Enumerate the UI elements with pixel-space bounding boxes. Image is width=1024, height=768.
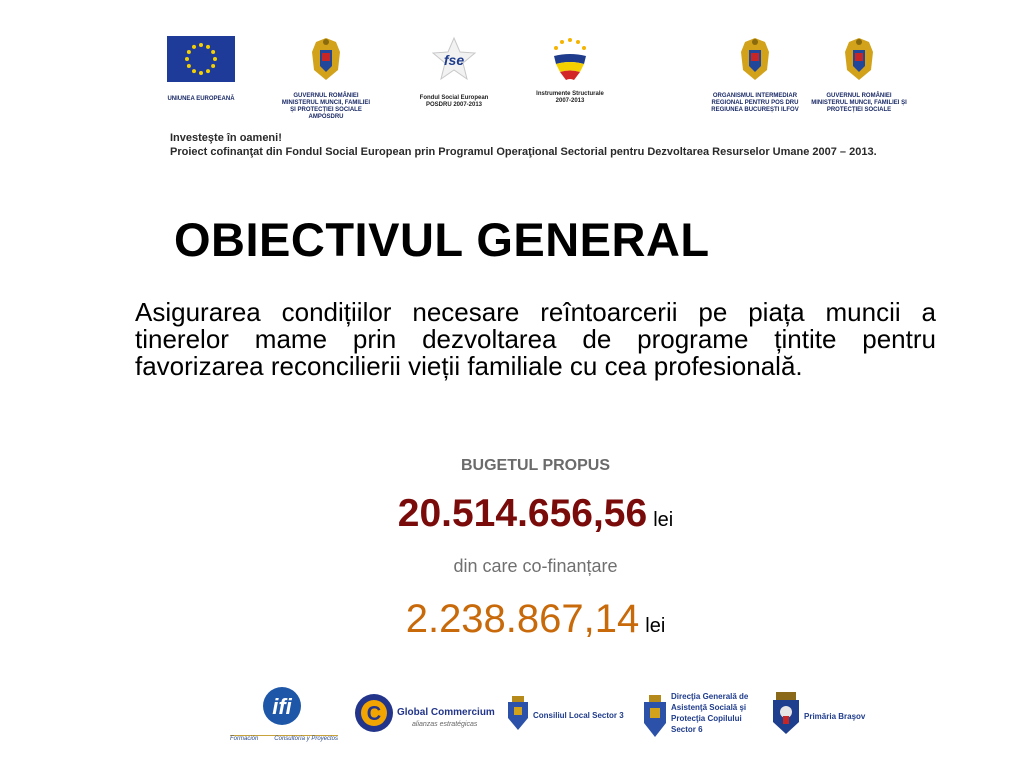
ifi-tagline-2: Consultoría y Proyectos <box>274 736 338 742</box>
logo-caption: UNIUNEA EUROPEANĂ <box>167 96 235 102</box>
eu-star <box>213 57 217 61</box>
budget-row <box>0 492 1024 536</box>
romania-coat-of-arms-icon <box>738 36 772 82</box>
logo-caption: ORGANISMUL INTERMEDIAR REGIONAL PENTRU POS DRU REGIUNEA BUCUREȘTI ILFOV <box>711 93 799 113</box>
logo-caption: Instrumente Structurale 2007-2013 <box>536 91 604 104</box>
partner-global-commercium <box>354 693 495 735</box>
fse-logo-icon <box>431 36 477 82</box>
sector6-coat-of-arms-icon <box>642 695 668 739</box>
objective-text: Asigurarea condițiilor necesare reîntoarcerii pe piața muncii a tinerelor mame prin dezvoltarea de programe țintite pentru favorizarea reconcilierii vieții familiale cu cea profesională. <box>135 297 936 381</box>
partner-sector3 <box>506 696 632 736</box>
eu-star <box>206 69 210 73</box>
partner-sector6 <box>642 691 766 745</box>
budget-label: BUGETUL PROPUS <box>460 457 611 474</box>
ifi-mark: ifi <box>272 694 292 719</box>
eu-star <box>199 71 203 75</box>
structural-instruments-icon <box>544 36 596 82</box>
page-title: OBIECTIVUL GENERAL <box>174 213 710 266</box>
budget-unit: lei <box>653 509 674 531</box>
eu-star <box>192 45 196 49</box>
partner-brasov <box>770 692 880 740</box>
sector3-name: Consiliul Local Sector 3 <box>533 711 624 720</box>
cofinancing-unit: lei <box>645 615 666 637</box>
eu-star <box>206 45 210 49</box>
logo-intermediary-body <box>703 36 807 114</box>
logo-ministry <box>279 36 373 121</box>
slogan: Investeşte în oameni! <box>170 132 282 144</box>
logo-ministry-2 <box>810 36 908 114</box>
ifi-tagline <box>230 735 338 742</box>
logo-caption: Fondul Social European POSDRU 2007-2013 <box>419 95 489 108</box>
eu-star <box>211 50 215 54</box>
logo-caption: GUVERNUL ROMÂNIEI MINISTERUL MUNCII, FAMILIEI ȘI PROTECȚIEI SOCIALE AMPOSDRU <box>281 93 371 120</box>
logo-fse <box>412 36 496 109</box>
ifi-logo-icon <box>230 686 338 726</box>
budget-amount: 20.514.656,56 <box>397 492 648 535</box>
project-note: Proiect cofinanţat din Fondul Social European prin Programul Operaţional Sectorial pentru Dezvoltarea Resurselor Umane 2007 – 2013. <box>170 146 877 158</box>
romania-coat-of-arms-icon <box>309 36 343 82</box>
sector3-coat-of-arms-icon <box>506 696 530 732</box>
romania-coat-of-arms-icon <box>842 36 876 82</box>
brasov-coat-of-arms-icon <box>770 692 802 736</box>
eu-star <box>192 69 196 73</box>
cofinancing-row <box>0 597 1024 642</box>
global-commercium-logo-icon <box>354 693 394 733</box>
ifi-tagline-1: Formación <box>230 736 259 742</box>
cofinancing-label: din care co-finanțare <box>453 556 618 576</box>
eu-star <box>187 64 191 68</box>
eu-star <box>211 64 215 68</box>
fse-mark: fse <box>443 52 465 68</box>
global-commercium-name-a: Global <box>397 707 431 718</box>
global-commercium-tagline: alianzas estratégicas <box>412 721 478 728</box>
global-commercium-name <box>397 707 495 718</box>
eu-star <box>187 50 191 54</box>
logo-caption: GUVERNUL ROMÂNIEI MINISTERUL MUNCII, FAMILIEI ȘI PROTECȚIEI SOCIALE <box>811 93 907 113</box>
partner-ifi <box>230 686 338 744</box>
project-banner <box>170 131 877 159</box>
eu-flag-icon <box>167 36 235 82</box>
cofinancing-amount: 2.238.867,14 <box>405 597 640 641</box>
sector6-name: Direcţia Generală de Asistenţă Socială şi Protecţia Copilului Sector 6 <box>671 692 749 734</box>
eu-star <box>185 57 189 61</box>
eu-star <box>199 43 203 47</box>
logo-eu <box>158 36 244 103</box>
brasov-name: Primăria Braşov <box>804 712 866 721</box>
logo-structural-instruments <box>528 36 612 105</box>
global-commercium-name-b: Commercium <box>430 707 495 718</box>
global-commercium-mark: C <box>366 703 382 725</box>
